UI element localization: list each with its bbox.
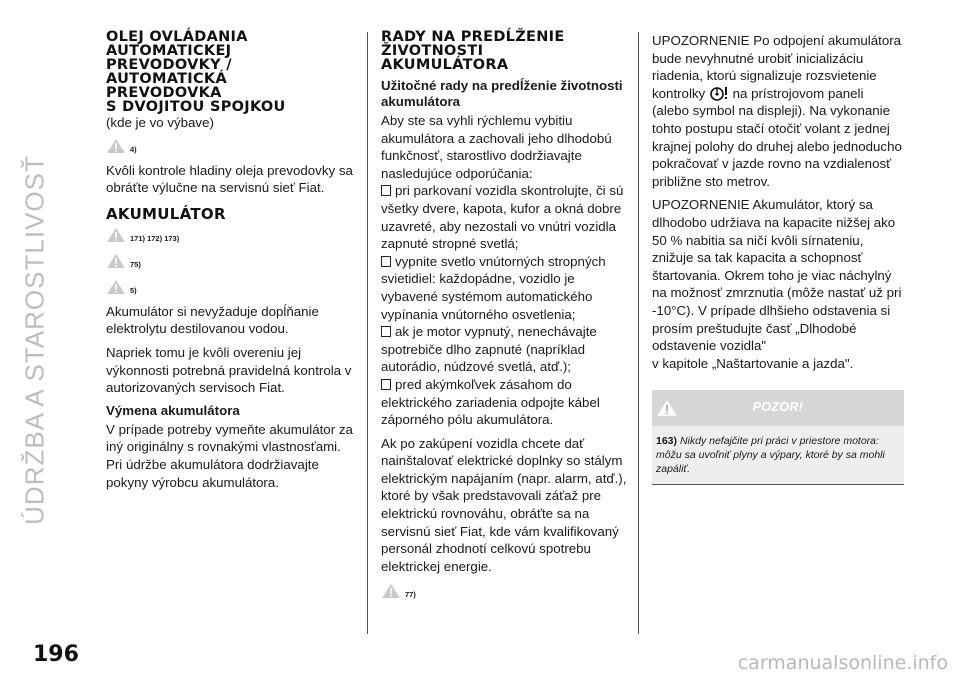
checkbox-bullet-icon [381, 256, 391, 267]
reference-row [106, 136, 356, 154]
page-number: 196 [33, 642, 79, 667]
heading-line: AUTOMATICKEJ [106, 43, 232, 59]
warning-box-title: POZOR! [752, 400, 804, 415]
paragraph-text: v kapitole „Naštartovanie a jazda". [652, 355, 854, 371]
section-subtitle: (kde je vo výbave) [106, 115, 214, 130]
reference-note: 77) [405, 590, 416, 600]
section-heading-battery: AKUMULÁTOR [106, 204, 226, 223]
reference-row [106, 277, 356, 295]
bullet-text: pri parkovaní vozidla skontrolujte, či sú všetky dvere, kapota, kufor a okná dobre uzavreté, aby nezostali vo vnútri vozidla zapnuté stropné svetlá; [381, 183, 624, 252]
bullet-text: pred akýmkoľvek zásahom do elektrického zariadenia odpojte kábel záporného pólu akumulátora. [381, 376, 600, 428]
paragraph: Aby ste sa vyhli rýchlemu vybitiu akumulátora a zachovali jeho dlhodobú funkčnosť, starostlivo dodržiavajte nasledujúce odporúčania: [381, 113, 612, 181]
warning-triangle-icon [381, 583, 401, 599]
paragraph-text: UPOZORNENIE Akumulátor, ktorý sa dlhodobo udržiava na kapacite nižšej ako 50 % nabitia sa ničí kvôli sírnateniu, znižuje sa tak kapacita a schopnosť štartovania. Okrem toho je viac náchylný na možnosť zmrznutia (môže nastať už pri -10°C). V prípade dlhšieho odstavenia si prosím preštudujte časť „Dlhodobé odstavenie vozidla" [652, 197, 902, 354]
warning-text: Nikdy nefajčite pri práci v priestore motora: môžu sa uvoľniť plyny a výpary, ktoré by sa mohli zapáliť. [656, 435, 885, 476]
paragraph-note-steering [652, 32, 904, 190]
reference-note: 171) 172) 173) [130, 233, 180, 243]
paragraph: Napriek tomu je kvôli overeniu jej výkonnosti potrebná pravidelná kontrola v autorizovaných servisoch Fiat. [106, 344, 352, 396]
reference-row [106, 225, 356, 243]
bullet-item [381, 376, 633, 429]
warning-triangle-icon [106, 138, 126, 154]
paragraph-note-battery [652, 196, 904, 372]
warning-triangle-icon [106, 253, 126, 269]
watermark: carmanualsonline.info [737, 652, 948, 674]
paragraph: Kvôli kontrole hladiny oleja prevodovky sa obráťte výlučne na servisnú sieť Fiat. [106, 162, 353, 196]
column-3 [652, 32, 904, 485]
paragraph: V prípade potreby vymeňte akumulátor za iný originálny s rovnakými vlastnosťami. Pri údržbe akumulátora dodržiavajte pokyny výrobcu akumulátora. [106, 421, 353, 490]
heading-line: AKUMULÁTORA [381, 57, 509, 73]
heading-line: OLEJ OVLÁDANIA [106, 29, 248, 45]
column-divider [638, 32, 639, 634]
side-chapter-title: ÚDRŽBA A STAROSTLIVOSŤ [19, 155, 50, 525]
section-heading-gearbox-oil [106, 30, 356, 114]
reference-note: 4) [130, 144, 137, 154]
paragraph: Ak po zakúpení vozidla chcete dať nainštalovať elektrické doplnky so stálym elektrickým napájaním (napr. alarm, atď.), ktoré by však predstavovali záťaž pre elektrickú rovnováhu, obráťte sa na servisnú sieť Fiat, kde vám kvalifikovaný personál zhodnotí celkovú spotrebu elektrickej energie. [381, 435, 627, 574]
heading-line: RADY NA PREDĹŽENIE [381, 29, 565, 45]
warning-box-body [652, 426, 904, 484]
column-2 [381, 30, 633, 607]
bullet-item [381, 323, 633, 376]
subheading-useful-tips: Užitočné rady na predĺženie životnosti akumulátora [381, 78, 623, 109]
section-heading-battery-tips [381, 30, 633, 72]
heading-line: AUTOMATICKÁ [106, 71, 227, 87]
column-divider [367, 32, 368, 634]
warning-box [652, 390, 904, 485]
warning-triangle-icon [106, 227, 126, 243]
reference-row [381, 581, 633, 599]
paragraph-text: UPOZORNENIE Po odpojení akumulátora bude nevyhnutné urobiť inicializáciu riadenia, ktorú signalizuje rozsvietenie kontrolky [652, 33, 902, 101]
reference-row [106, 251, 356, 269]
warning-triangle-icon [656, 399, 678, 417]
checkbox-bullet-icon [381, 379, 391, 390]
heading-line: S DVOJITOU SPOJKOU [106, 99, 286, 115]
bullet-item [381, 253, 633, 323]
warning-box-header [652, 390, 904, 426]
warning-number: 163) [656, 435, 678, 448]
bullet-text: vypnite svetlo vnútorných stropných svietidiel: každopádne, vozidlo je vybavené systémom automatického vypínania vnútorného osvetlenia; [381, 253, 606, 322]
heading-line: PREVODOVKA [106, 85, 222, 101]
reference-note: 5) [130, 285, 137, 295]
paragraph: Akumulátor si nevyžaduje dopĺňanie elektrolytu destilovanou vodou. [106, 303, 319, 337]
bullet-item [381, 182, 633, 252]
column-1 [106, 30, 356, 497]
subheading-battery-replacement: Výmena akumulátora [106, 402, 240, 418]
warning-triangle-icon [106, 279, 126, 295]
checkbox-bullet-icon [381, 326, 391, 337]
checkbox-bullet-icon [381, 185, 391, 196]
bullet-text: ak je motor vypnutý, nenechávajte spotrebiče dlho zapnuté (napríklad autorádio, núdzové svetlá, atď.); [381, 324, 597, 375]
reference-note: 75) [130, 259, 141, 269]
steering-warning-light-icon [709, 85, 729, 101]
heading-line: ŽIVOTNOSTI [381, 43, 484, 59]
paragraph-text: na prístrojovom paneli (alebo symbol na displeji). Na vykonanie tohto postupu stačí otočiť volant z jednej krajnej polohy do druhej alebo jednoducho pokračovať v jazde rovno na vzdialenosť približne sto metrov. [652, 85, 902, 189]
heading-line: PREVODOVKY / [106, 57, 232, 73]
